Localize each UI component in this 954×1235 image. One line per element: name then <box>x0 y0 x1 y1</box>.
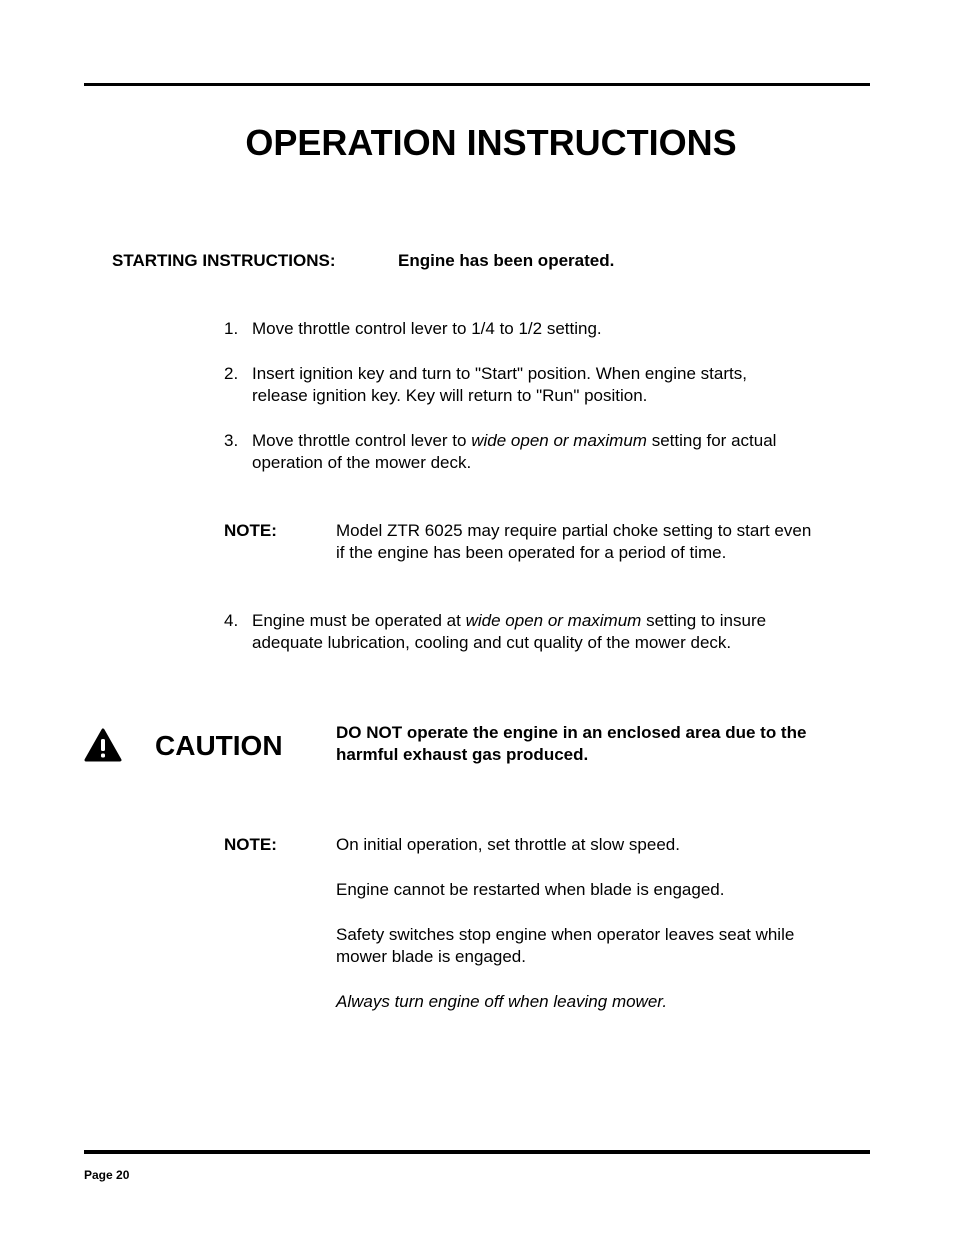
step-3-line-2: operation of the mower deck. <box>252 453 472 472</box>
step-3-line-1 <box>252 430 776 452</box>
step-4-emphasis: wide open or maximum <box>465 611 642 630</box>
warning-triangle-icon <box>84 728 122 762</box>
note-2-para-2: Engine cannot be restarted when blade is engaged. <box>336 880 725 899</box>
step-number: 3. <box>224 431 239 450</box>
note-2-para-3-line-1: Safety switches stop engine when operator leaves seat while <box>336 925 795 944</box>
note-label: NOTE: <box>224 521 277 540</box>
step-4-text <box>252 610 766 654</box>
bottom-rule <box>84 1150 870 1154</box>
note-1-line-1: Model ZTR 6025 may require partial choke setting to start even <box>336 521 812 540</box>
page-title: OPERATION INSTRUCTIONS <box>245 122 737 163</box>
note-1-line-2: if the engine has been operated for a period of time. <box>336 543 727 562</box>
step-4-text-pre: Engine must be operated at <box>252 611 466 630</box>
step-4-line-1 <box>252 610 766 632</box>
step-number: 4. <box>224 611 239 630</box>
note-1-text <box>336 520 811 564</box>
step-number: 1. <box>224 319 239 338</box>
top-rule <box>84 83 870 86</box>
step-3-text-pre: Move throttle control lever to <box>252 431 472 450</box>
caution-line-2: harmful exhaust gas produced. <box>336 745 589 764</box>
note-2-para-3 <box>336 924 794 968</box>
caution-text <box>336 722 806 766</box>
step-2-line-1: Insert ignition key and turn to "Start" position. When engine starts, <box>252 364 747 383</box>
note-label: NOTE: <box>224 835 277 854</box>
starting-instructions-subtitle: Engine has been operated. <box>398 251 615 270</box>
step-1-text: Move throttle control lever to 1/4 to 1/2 setting. <box>252 319 602 338</box>
page-number: Page 20 <box>84 1168 130 1182</box>
step-3-emphasis: wide open or maximum <box>471 431 647 450</box>
step-3-text-post: setting for actual <box>646 431 777 450</box>
step-number: 2. <box>224 364 239 383</box>
note-2-para-1: On initial operation, set throttle at slow speed. <box>336 835 680 854</box>
caution-label: CAUTION <box>155 730 283 761</box>
note-2-para-4: Always turn engine off when leaving mower. <box>336 992 668 1011</box>
step-2-text <box>252 363 747 407</box>
step-4-line-2: adequate lubrication, cooling and cut quality of the mower deck. <box>252 633 732 652</box>
step-2-line-2: release ignition key. Key will return to "Run" position. <box>252 386 648 405</box>
caution-line-1: DO NOT operate the engine in an enclosed area due to the <box>336 723 807 742</box>
starting-instructions-label: STARTING INSTRUCTIONS: <box>112 251 336 270</box>
step-3-text <box>252 430 776 474</box>
step-4-text-post: setting to insure <box>641 611 767 630</box>
note-2-para-3-line-2: mower blade is engaged. <box>336 947 526 966</box>
